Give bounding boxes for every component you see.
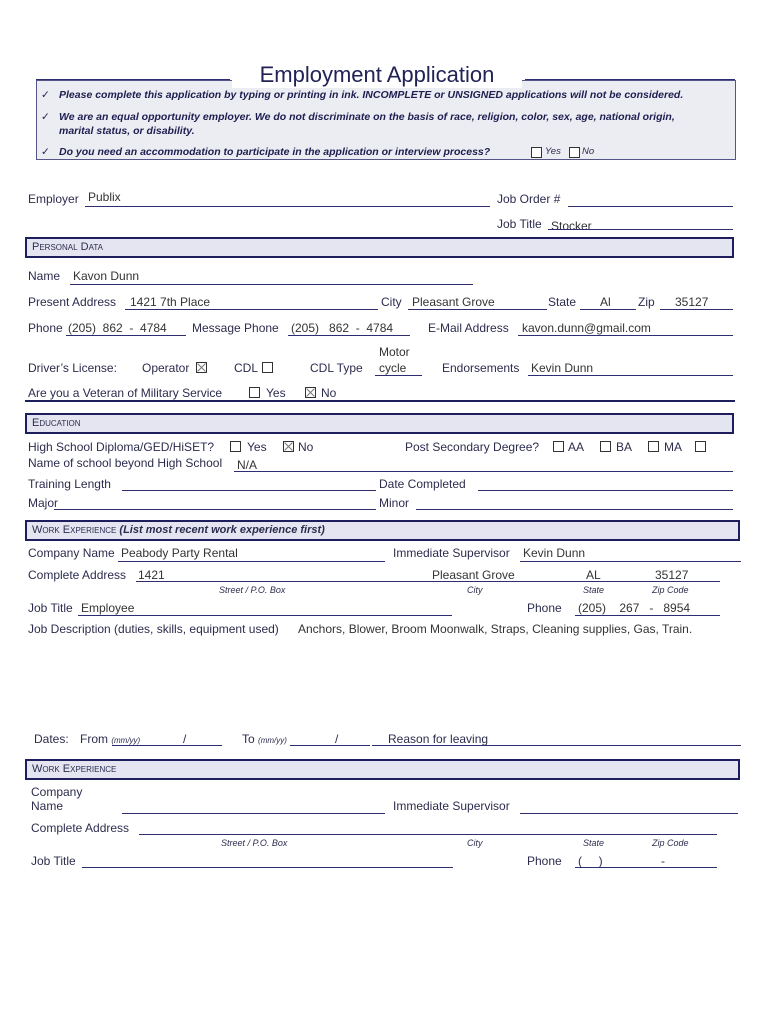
school-field[interactable]: N/A <box>237 458 258 472</box>
to-label <box>242 732 287 748</box>
post-secondary-label: Post Secondary Degree? <box>405 440 540 454</box>
supervisor-label: Immediate Supervisor <box>393 546 510 560</box>
zip-sublabel: Zip Code <box>652 585 689 595</box>
city-2-sublabel: City <box>467 838 483 848</box>
hs-no-label: No <box>298 440 314 454</box>
job-title-line <box>548 229 733 230</box>
address-label: Present Address <box>28 295 117 309</box>
notice-text: Do you need an accommodation to participate in the application or interview process? <box>59 146 491 158</box>
work-phone-label: Phone <box>527 601 562 615</box>
phone-2-area: ( ) <box>578 854 603 868</box>
message-phone-label: Message Phone <box>192 321 279 335</box>
notice-text: Please complete this application by typing or printing in ink. INCOMPLETE or UNSIGNED applications will not be considered. <box>59 89 684 101</box>
job-order-field[interactable] <box>568 206 733 207</box>
email-label: E-Mail Address <box>428 321 509 335</box>
from-slash: / <box>183 732 187 746</box>
job-title-label: Job Title <box>497 217 542 231</box>
major-field[interactable] <box>54 509 376 510</box>
to-date-field[interactable] <box>290 745 370 746</box>
street-2-sublabel: Street / P.O. Box <box>221 838 288 848</box>
cdl-type-line <box>375 375 422 376</box>
date-completed-label: Date Completed <box>379 477 466 491</box>
job-description-field[interactable]: Anchors, Blower, Broom Moonwalk, Straps, Cleaning supplies, Gas, Train. <box>298 622 693 636</box>
to-slash: / <box>335 732 339 746</box>
work-job-title-label: Job Title <box>28 601 73 615</box>
veteran-no-checkbox[interactable] <box>305 387 316 398</box>
operator-label: Operator <box>142 361 190 375</box>
from-text: From <box>80 732 108 746</box>
hs-yes-label: Yes <box>247 440 267 454</box>
cdl-type-label: CDL Type <box>310 361 363 375</box>
ma-checkbox[interactable] <box>648 441 659 452</box>
notice-text: We are an equal opportunity employer. We do not discriminate on the basis of race, religion, color, sex, age, national origin, <box>59 111 675 123</box>
street-field[interactable]: 1421 <box>138 568 165 582</box>
message-phone-line <box>288 335 410 336</box>
work-zip-field[interactable]: 35127 <box>655 568 689 582</box>
minor-field[interactable] <box>416 509 733 510</box>
job-title-line <box>78 615 452 616</box>
address-2-field[interactable] <box>139 834 717 835</box>
city-label: City <box>381 295 402 309</box>
date-completed-field[interactable] <box>478 490 733 491</box>
address-line <box>136 581 720 582</box>
phone-2-dash: - <box>661 854 665 868</box>
work-job-title-field[interactable]: Employee <box>81 601 135 615</box>
state-line <box>580 309 636 310</box>
to-text: To <box>242 732 255 746</box>
dates-label: Dates: <box>34 732 69 746</box>
mmyy-hint: (mm/yy) <box>258 736 287 745</box>
hs-yes-checkbox[interactable] <box>230 441 241 452</box>
notice-2-cont: marital status, or disability. <box>59 125 195 137</box>
cdl-label: CDL <box>234 361 259 375</box>
name-label: Name <box>28 269 61 283</box>
work-state-field[interactable]: AL <box>586 568 601 582</box>
ba-label: BA <box>616 440 633 454</box>
check-icon: ✓ <box>41 146 50 158</box>
veteran-no-label: No <box>321 386 337 400</box>
cdl-type-value-1[interactable]: Motor <box>379 345 410 359</box>
aa-checkbox[interactable] <box>553 441 564 452</box>
company-name-field[interactable]: Peabody Party Rental <box>121 546 238 560</box>
drivers-license-label: Driver’s License: <box>28 361 117 375</box>
email-field[interactable]: kavon.dunn@gmail.com <box>522 321 651 335</box>
phone-2-label: Phone <box>527 854 562 868</box>
job-description-label: Job Description (duties, skills, equipment used) <box>28 622 279 636</box>
zip-2-sublabel: Zip Code <box>652 838 689 848</box>
ba-checkbox[interactable] <box>600 441 611 452</box>
company-label-2b: Name <box>31 799 64 813</box>
state-2-sublabel: State <box>583 838 605 848</box>
training-length-label: Training Length <box>28 477 111 491</box>
name-line <box>70 284 473 285</box>
complete-address-label: Complete Address <box>28 568 127 582</box>
training-length-field[interactable] <box>122 490 376 491</box>
endorsements-line <box>528 375 733 376</box>
endorsements-field[interactable]: Kevin Dunn <box>531 361 594 375</box>
work-header-note: (List most recent work experience first) <box>119 524 325 536</box>
job-title-field[interactable]: Stocker <box>551 219 592 233</box>
accommodation-no-label: No <box>582 146 595 157</box>
minor-label: Minor <box>379 496 410 510</box>
city-sublabel: City <box>467 585 483 595</box>
mmyy-hint: (mm/yy) <box>111 736 141 745</box>
ma-label: MA <box>664 440 682 454</box>
email-line <box>518 335 733 336</box>
notice-2 <box>41 110 675 124</box>
work-experience-header <box>25 520 740 541</box>
work-header-text: Work Experience <box>32 524 117 536</box>
reason-leaving-field[interactable] <box>372 745 741 746</box>
veteran-label: Are you a Veteran of Military Service <box>28 386 223 400</box>
supervisor-line <box>520 561 741 562</box>
city-line <box>408 309 547 310</box>
city-field[interactable]: Pleasant Grove <box>412 295 495 309</box>
zip-label: Zip <box>638 295 655 309</box>
state-sublabel: State <box>583 585 605 595</box>
company-name-label: Company Name <box>28 546 115 560</box>
work-phone-field[interactable]: (205) 267 - 8954 <box>578 601 691 615</box>
page-title: Employment Application <box>232 62 522 88</box>
zip-line <box>660 309 733 310</box>
aa-label: AA <box>568 440 585 454</box>
check-icon: ✓ <box>41 111 50 123</box>
job-title-2-field[interactable] <box>82 867 453 868</box>
address-2-label: Complete Address <box>31 821 130 835</box>
state-field[interactable]: Al <box>600 295 611 309</box>
employer-field[interactable]: Publix <box>88 190 121 204</box>
phone-field[interactable]: (205) 862 - 4784 <box>68 321 167 335</box>
notice-3 <box>41 145 490 159</box>
employer-label: Employer <box>28 192 79 206</box>
from-date-field[interactable] <box>112 745 222 746</box>
company-name-2-field[interactable] <box>122 813 385 814</box>
company-line <box>118 561 385 562</box>
zip-field[interactable]: 35127 <box>675 295 709 309</box>
other-degree-checkbox[interactable] <box>695 441 706 452</box>
accommodation-yes-label: Yes <box>545 146 561 157</box>
accommodation-no-checkbox[interactable] <box>569 147 580 158</box>
school-label: Name of school beyond High School <box>28 456 223 470</box>
reason-leaving-label: Reason for leaving <box>388 732 489 746</box>
veteran-yes-label: Yes <box>266 386 286 400</box>
phone-line <box>66 335 186 336</box>
major-label: Major <box>28 496 59 510</box>
phone-label: Phone <box>28 321 63 335</box>
hs-diploma-label: High School Diploma/GED/HiSET? <box>28 440 215 454</box>
work-city-field[interactable]: Pleasant Grove <box>432 568 515 582</box>
accommodation-yes-checkbox[interactable] <box>531 147 542 158</box>
supervisor-2-field[interactable] <box>520 813 738 814</box>
message-phone-field[interactable]: (205) 862 - 4784 <box>291 321 394 335</box>
employer-line <box>85 206 490 207</box>
personal-data-header: Personal Data <box>25 237 734 258</box>
supervisor-field[interactable]: Kevin Dunn <box>523 546 586 560</box>
education-header: Education <box>25 413 734 434</box>
check-icon: ✓ <box>41 89 50 101</box>
job-order-label: Job Order # <box>497 192 561 206</box>
notice-1 <box>41 88 683 102</box>
state-label: State <box>548 295 577 309</box>
school-line <box>234 471 733 472</box>
job-title-2-label: Job Title <box>31 854 76 868</box>
phone-2-field[interactable] <box>575 867 717 868</box>
work-experience-2-header: Work Experience <box>25 759 740 780</box>
work-phone-line <box>575 615 720 616</box>
veteran-yes-checkbox[interactable] <box>249 387 260 398</box>
address-field[interactable]: 1421 7th Place <box>130 295 211 309</box>
endorsements-label: Endorsements <box>442 361 520 375</box>
cdl-checkbox[interactable] <box>262 362 273 373</box>
notice-box <box>36 80 736 160</box>
street-sublabel: Street / P.O. Box <box>219 585 286 595</box>
hs-no-checkbox[interactable] <box>283 441 294 452</box>
company-label-2a: Company <box>31 785 83 799</box>
section-rule <box>25 400 735 402</box>
operator-checkbox[interactable] <box>196 362 207 373</box>
supervisor-2-label: Immediate Supervisor <box>393 799 510 813</box>
name-field[interactable]: Kavon Dunn <box>73 269 140 283</box>
cdl-type-value-2[interactable]: cycle <box>379 361 407 375</box>
address-line <box>125 309 378 310</box>
